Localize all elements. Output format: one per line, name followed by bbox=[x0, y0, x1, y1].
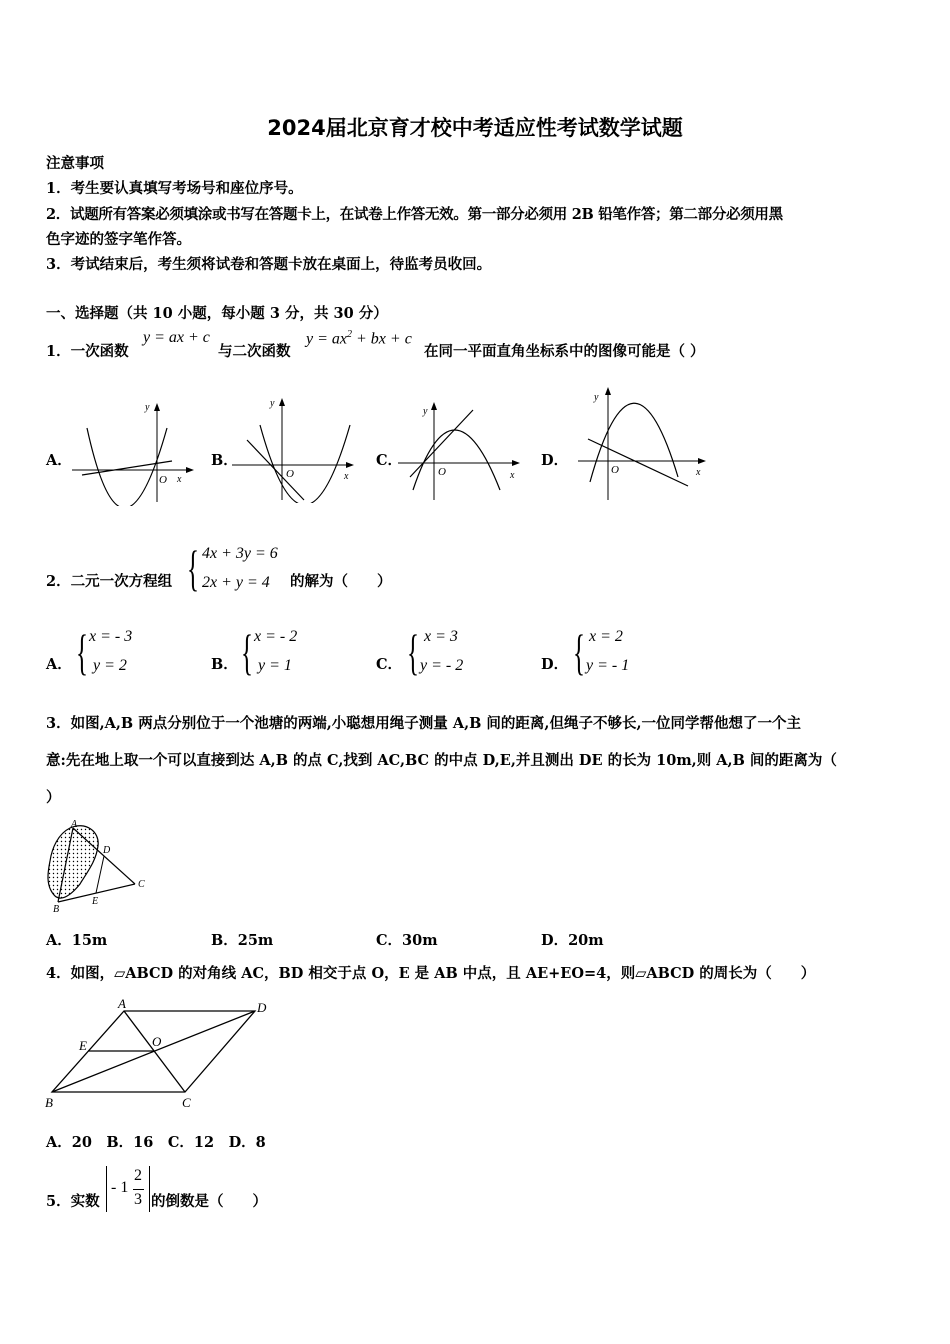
graph-c-x-label: x bbox=[510, 470, 515, 481]
q2-eq1: 4x + 3y = 6 bbox=[202, 545, 278, 562]
q1-suffix: 在同一平面直角坐标系中的图像可能是（ ） bbox=[424, 343, 705, 360]
q2-option-b-line1: x = - 2 bbox=[254, 628, 298, 645]
q4-options: A．20 B．16 C．12 D．8 bbox=[46, 1134, 266, 1151]
q3-label-d: D bbox=[103, 845, 111, 856]
graph-b-y-label: y bbox=[270, 398, 275, 409]
q3-label-b: B bbox=[53, 904, 60, 915]
q1-graph-a bbox=[72, 398, 197, 506]
notice-heading: 注意事项 bbox=[46, 155, 104, 172]
q1-graph-b bbox=[232, 395, 357, 503]
q2-option-c-label: C． bbox=[376, 656, 403, 673]
q4-label-c: C bbox=[182, 1095, 191, 1110]
q3-pond-figure bbox=[40, 816, 155, 916]
notice-item-2: 2．试题所有答案必须填涂或书写在答题卡上，在试卷上作答无效。第一部分必须用 2B 铅笔作答；第二部分必须用黑 bbox=[46, 206, 783, 223]
q5-denominator: 3 bbox=[134, 1191, 142, 1208]
q5-suffix: 的倒数是（ ） bbox=[151, 1193, 267, 1210]
q2-option-d-line1: x = 2 bbox=[589, 628, 623, 645]
q1-mid: 与二次函数 bbox=[218, 343, 291, 360]
notice-item-2-cont: 色字迹的签字笔作答。 bbox=[46, 231, 191, 248]
graph-c-y-label: y bbox=[423, 406, 428, 417]
q4-label-o: O bbox=[152, 1034, 162, 1049]
q3-label-a: A bbox=[71, 819, 78, 830]
notice-item-1: 1．考生要认真填写考场号和座位序号。 bbox=[46, 180, 303, 197]
graph-d-y-label: y bbox=[594, 392, 599, 403]
q2-option-a-line1: x = - 3 bbox=[89, 628, 133, 645]
q1-option-b-label: B． bbox=[211, 452, 238, 469]
graph-c-origin: O bbox=[438, 466, 446, 478]
q2-option-a-line2: y = 2 bbox=[93, 657, 127, 674]
q1-formula-quadratic: $y = ax^2$ + bx + c bbox=[306, 329, 412, 348]
q1-option-c-label: C． bbox=[376, 452, 403, 469]
q5-numerator: 2 bbox=[134, 1167, 142, 1184]
q5-prefix: 5．实数 bbox=[46, 1193, 100, 1210]
q1-graph-d bbox=[578, 382, 708, 504]
q4-label-e: E bbox=[79, 1038, 87, 1053]
q3-option-a: A．15m bbox=[46, 932, 108, 949]
q2-option-c-line1: x = 3 bbox=[424, 628, 458, 645]
q4-text: 4．如图，▱ABCD 的对角线 AC，BD 相交于点 O，E 是 AB 中点，且 AE+EO=4，则▱ABCD 的周长为（ ） bbox=[46, 965, 816, 982]
q3-option-d: D．20m bbox=[541, 932, 604, 949]
graph-a-y-label: y bbox=[145, 402, 150, 413]
q1-option-a-label: A． bbox=[46, 452, 72, 469]
q3-option-c: C．30m bbox=[376, 932, 438, 949]
graph-d-origin: O bbox=[611, 464, 619, 476]
q4-parallelogram-figure bbox=[42, 994, 274, 1112]
q2-suffix: 的解为（ ） bbox=[290, 573, 392, 590]
q2-option-b-line2: y = 1 bbox=[258, 657, 292, 674]
q1-formula-linear: y = ax + c bbox=[143, 329, 210, 346]
q4-label-a: A bbox=[118, 996, 126, 1011]
graph-b-x-label: x bbox=[344, 471, 349, 482]
q3-line-1: 3．如图,A,B 两点分别位于一个池塘的两端,小聪想用绳子测量 A,B 间的距离,但绳子不够长,一位同学帮他想了一个主 bbox=[46, 715, 802, 732]
q2-prefix: 2．二元一次方程组 bbox=[46, 573, 173, 590]
q4-label-d: D bbox=[257, 1000, 267, 1015]
q2-option-b-label: B． bbox=[211, 656, 238, 673]
q5-whole: - 1 bbox=[111, 1179, 129, 1196]
q3-label-e: E bbox=[92, 896, 99, 907]
q5-absolute-value bbox=[106, 1166, 150, 1212]
q2-brace: { bbox=[187, 540, 199, 596]
q4-label-b: B bbox=[45, 1095, 53, 1110]
q2-option-c-brace: { bbox=[407, 624, 419, 680]
graph-b-origin: O bbox=[286, 468, 294, 480]
q1-graph-c bbox=[398, 395, 523, 503]
q3-option-b: B．25m bbox=[211, 932, 274, 949]
q2-option-b-brace: { bbox=[241, 624, 253, 680]
q3-label-c: C bbox=[138, 879, 145, 890]
q2-option-d-label: D． bbox=[541, 656, 569, 673]
graph-d-x-label: x bbox=[696, 467, 701, 478]
q2-option-a-brace: { bbox=[76, 624, 88, 680]
q2-option-d-brace: { bbox=[573, 624, 585, 680]
q3-line-2: 意:先在地上取一个可以直接到达 A,B 的点 C,找到 AC,BC 的中点 D,E,并且测出 DE 的长为 10m,则 A,B 间的距离为（ bbox=[46, 752, 837, 769]
q3-line-3: ） bbox=[46, 789, 61, 806]
q2-eq2: 2x + y = 4 bbox=[202, 574, 270, 591]
notice-item-3: 3．考试结束后，考生须将试卷和答题卡放在桌面上，待监考员收回。 bbox=[46, 256, 492, 273]
page-title: 2024届北京育才校中考适应性考试数学试题 bbox=[267, 116, 683, 140]
graph-a-origin: O bbox=[159, 474, 167, 486]
q5-fraction-bar bbox=[133, 1189, 144, 1190]
section-heading: 一、选择题（共 10 小题，每小题 3 分，共 30 分） bbox=[46, 305, 388, 322]
q1-prefix: 1．一次函数 bbox=[46, 343, 129, 360]
q2-option-c-line2: y = - 2 bbox=[420, 657, 464, 674]
q1-option-d-label: D． bbox=[541, 452, 569, 469]
q2-option-a-label: A． bbox=[46, 656, 72, 673]
graph-a-x-label: x bbox=[177, 474, 182, 485]
q2-option-d-line2: y = - 1 bbox=[586, 657, 630, 674]
